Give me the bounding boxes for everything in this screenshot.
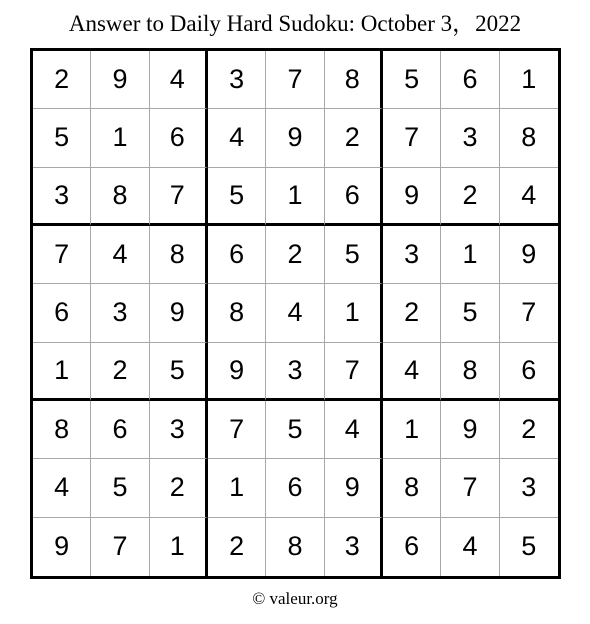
sudoku-cell-r8-c2: 5 [91, 459, 149, 517]
sudoku-cell-r5-c3: 9 [150, 284, 208, 342]
sudoku-cell-r1-c5: 7 [266, 51, 324, 109]
sudoku-cell-r9-c7: 6 [383, 518, 441, 576]
sudoku-cell-r5-c1: 6 [33, 284, 91, 342]
sudoku-cell-r8-c6: 9 [325, 459, 383, 517]
sudoku-cell-r6-c2: 2 [91, 343, 149, 401]
sudoku-cell-r6-c5: 3 [266, 343, 324, 401]
sudoku-cell-r2-c2: 1 [91, 109, 149, 167]
sudoku-cell-r5-c9: 7 [500, 284, 558, 342]
sudoku-cell-r1-c2: 9 [91, 51, 149, 109]
sudoku-cell-r5-c6: 1 [325, 284, 383, 342]
sudoku-cell-r2-c7: 7 [383, 109, 441, 167]
puzzle-title: Answer to Daily Hard Sudoku: October 3，2022 [68, 11, 522, 36]
sudoku-cell-r3-c6: 6 [325, 168, 383, 226]
sudoku-cell-r6-c3: 5 [150, 343, 208, 401]
sudoku-cell-r2-c5: 9 [266, 109, 324, 167]
sudoku-cell-r9-c8: 4 [441, 518, 499, 576]
sudoku-cell-r6-c9: 6 [500, 343, 558, 401]
sudoku-cell-r4-c6: 5 [325, 226, 383, 284]
sudoku-cell-r8-c8: 7 [441, 459, 499, 517]
sudoku-board [30, 48, 561, 579]
sudoku-cell-r6-c7: 4 [383, 343, 441, 401]
sudoku-cell-r3-c9: 4 [500, 168, 558, 226]
sudoku-cell-r9-c1: 9 [33, 518, 91, 576]
sudoku-cell-r3-c3: 7 [150, 168, 208, 226]
sudoku-cell-r9-c5: 8 [266, 518, 324, 576]
sudoku-cell-r6-c1: 1 [33, 343, 91, 401]
sudoku-cell-r4-c1: 7 [33, 226, 91, 284]
sudoku-cell-r8-c9: 3 [500, 459, 558, 517]
sudoku-cell-r4-c2: 4 [91, 226, 149, 284]
sudoku-cell-r8-c4: 1 [208, 459, 266, 517]
sudoku-cell-r7-c5: 5 [266, 401, 324, 459]
sudoku-cell-r5-c8: 5 [441, 284, 499, 342]
sudoku-cell-r4-c9: 9 [500, 226, 558, 284]
sudoku-cell-r1-c7: 5 [383, 51, 441, 109]
sudoku-cell-r2-c1: 5 [33, 109, 91, 167]
sudoku-cell-r2-c6: 2 [325, 109, 383, 167]
sudoku-cell-r4-c8: 1 [441, 226, 499, 284]
sudoku-cell-r7-c4: 7 [208, 401, 266, 459]
sudoku-cell-r2-c3: 6 [150, 109, 208, 167]
sudoku-cell-r1-c1: 2 [33, 51, 91, 109]
sudoku-cell-r9-c2: 7 [91, 518, 149, 576]
sudoku-cell-r9-c9: 5 [521, 531, 537, 562]
sudoku-cell-r4-c5: 2 [266, 226, 324, 284]
sudoku-cell-r8-c1: 4 [33, 459, 91, 517]
sudoku-cell-r5-c5: 4 [266, 284, 324, 342]
sudoku-cell-r6-c4: 9 [208, 343, 266, 401]
sudoku-cell-r5-c4: 8 [208, 284, 266, 342]
sudoku-cell-r7-c7: 1 [383, 401, 441, 459]
sudoku-cell-r3-c8: 2 [441, 168, 499, 226]
sudoku-cell-r9-c3: 1 [150, 518, 208, 576]
sudoku-cell-r6-c8: 8 [441, 343, 499, 401]
sudoku-cell-r8-c7: 8 [383, 459, 441, 517]
sudoku-cell-r3-c4: 5 [208, 168, 266, 226]
sudoku-cell-r5-c7: 2 [383, 284, 441, 342]
sudoku-cell-r4-c7: 3 [383, 226, 441, 284]
sudoku-cell-r9-c4: 2 [208, 518, 266, 576]
sudoku-cell-r3-c2: 8 [91, 168, 149, 226]
sudoku-cell-r7-c6: 4 [325, 401, 383, 459]
sudoku-cell-r7-c1: 8 [33, 401, 91, 459]
sudoku-cell-r4-c3: 8 [150, 226, 208, 284]
sudoku-cell-r3-c7: 9 [383, 168, 441, 226]
sudoku-cell-r3-c1: 3 [33, 168, 91, 226]
sudoku-cell-r7-c3: 3 [150, 401, 208, 459]
sudoku-cell-r3-c5: 1 [266, 168, 324, 226]
sudoku-cell-r9-c6: 3 [325, 518, 383, 576]
sudoku-cell-r1-c3: 4 [150, 51, 208, 109]
sudoku-cell-r7-c8: 9 [441, 401, 499, 459]
sudoku-cell-r4-c4: 6 [208, 226, 266, 284]
sudoku-cell-r8-c5: 6 [266, 459, 324, 517]
sudoku-cell-r6-c6: 7 [325, 343, 383, 401]
sudoku-cell-r2-c8: 3 [441, 109, 499, 167]
sudoku-cell-r1-c9: 1 [500, 51, 558, 109]
sudoku-cell-r8-c3: 2 [150, 459, 208, 517]
sudoku-cell-r2-c4: 4 [208, 109, 266, 167]
sudoku-cell-r5-c2: 3 [91, 284, 149, 342]
sudoku-cell-r7-c9: 2 [500, 401, 558, 459]
sudoku-cell-r1-c8: 6 [441, 51, 499, 109]
site-credit: © valeur.org [252, 589, 338, 608]
sudoku-cell-r1-c4: 3 [208, 51, 266, 109]
sudoku-cell-r2-c9: 8 [500, 109, 558, 167]
sudoku-cell-r7-c2: 6 [91, 401, 149, 459]
sudoku-cell-r1-c6: 8 [325, 51, 383, 109]
